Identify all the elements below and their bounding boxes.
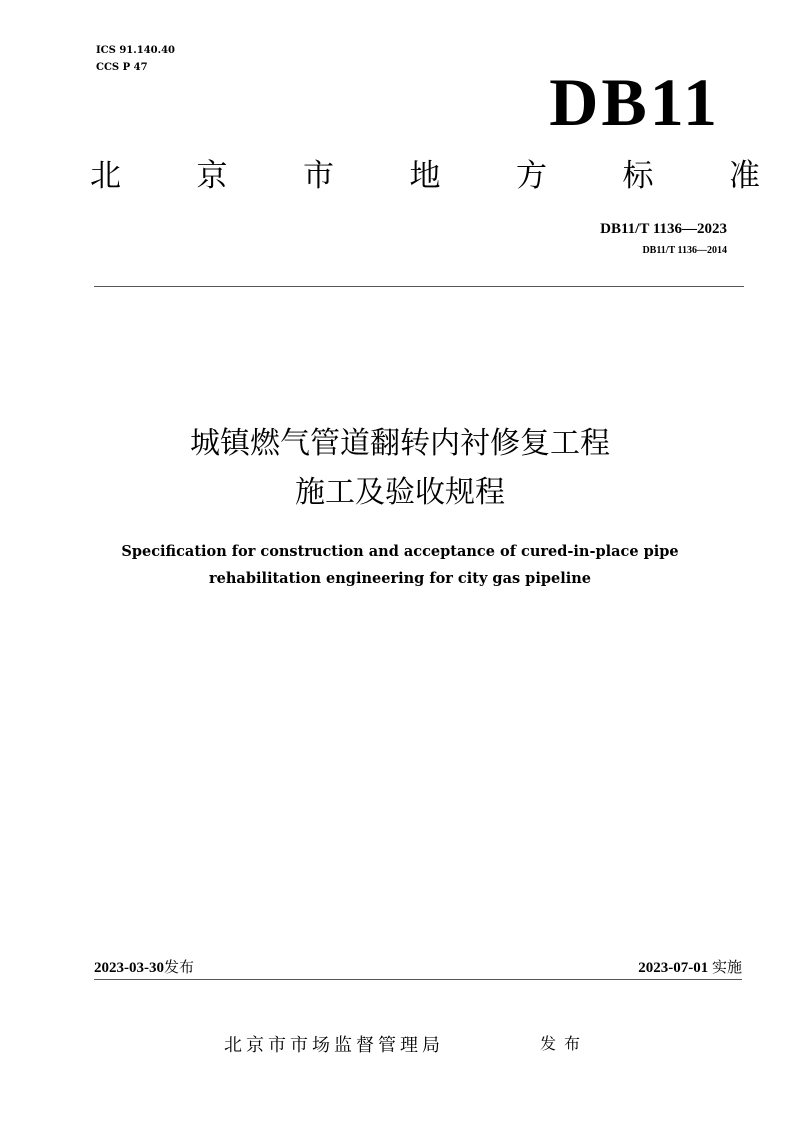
english-title-line-2: rehabilitation engineering for city gas pipeline [209, 570, 591, 587]
standard-type-char: 方 [516, 158, 547, 194]
publisher-suffix: 发布 [540, 1034, 589, 1053]
standard-type-char: 标 [622, 158, 654, 194]
standard-type-char: 北 [90, 158, 121, 194]
implement-date-label: 实施 [711, 958, 742, 976]
standard-type-char: 准 [729, 158, 760, 194]
standard-type-heading [90, 156, 760, 196]
standard-type-char: 地 [409, 158, 441, 194]
implement-date [638, 956, 742, 977]
footer-divider [94, 979, 742, 980]
publish-date-label: 发布 [164, 958, 195, 976]
standard-type-char: 京 [196, 158, 228, 194]
standard-number: DB11/T 1136—2023 [600, 221, 727, 237]
db-code-logo: DB11 [549, 64, 720, 140]
english-title-line-1: Specification for construction and acceptance of cured-in-place pipe [121, 543, 679, 560]
ccs-code: CCS P 47 [96, 62, 148, 73]
standard-type-char: 市 [303, 158, 334, 194]
replaced-standard-number: DB11/T 1136—2014 [642, 245, 727, 256]
chinese-title-line-1: 城镇燃气管道翻转内衬修复工程 [190, 426, 610, 461]
publisher-name: 北京市市场监督管理局 [224, 1035, 444, 1056]
classification-codes [96, 42, 175, 76]
publish-date [94, 956, 194, 977]
publish-date-value: 2023-03-30 [94, 960, 164, 976]
chinese-title-line-2: 施工及验收规程 [295, 475, 505, 510]
implement-date-value: 2023-07-01 [638, 960, 709, 976]
ics-code: ICS 91.140.40 [96, 45, 176, 56]
header-divider [94, 286, 744, 287]
